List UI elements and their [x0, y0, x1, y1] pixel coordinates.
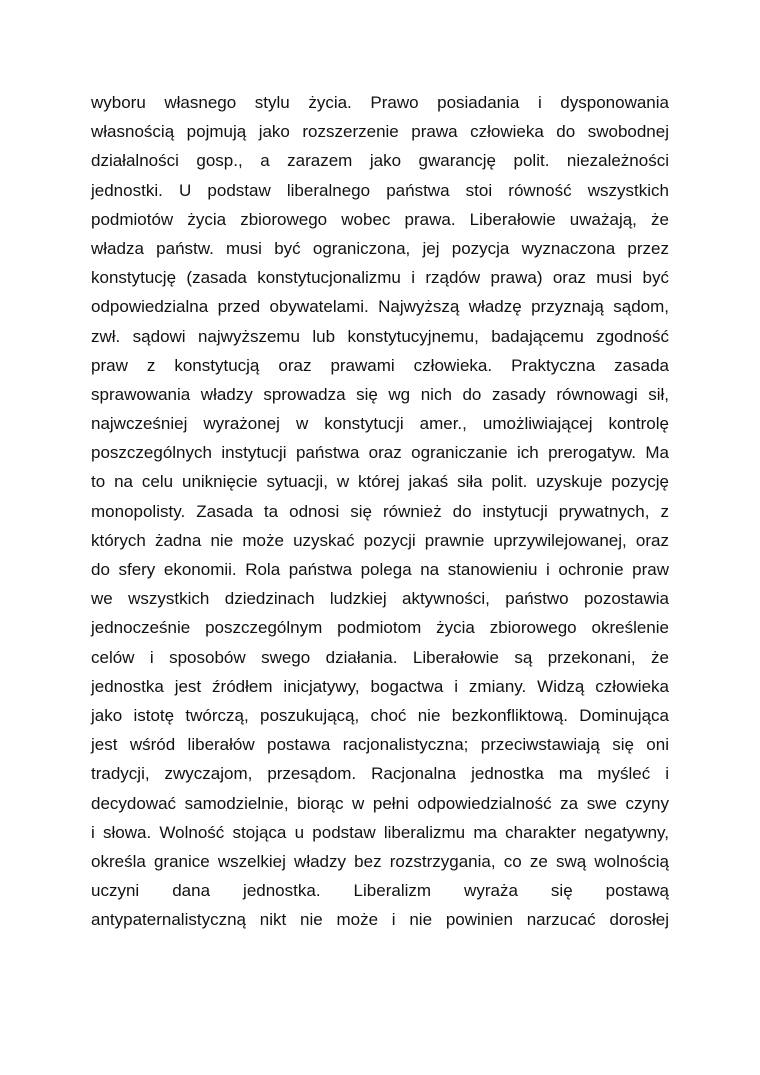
text-line: decydować samodzielnie, biorąc w pełni odpowiedzialność za swe czyny — [91, 793, 669, 813]
text-line: jednocześnie poszczególnym podmiotom życia zbiorowego określenie — [91, 618, 669, 638]
text-line: tradycji, zwyczajom, przesądom. Racjonalna jednostka ma myśleć i — [91, 764, 669, 784]
text-line: jednostki. U podstaw liberalnego państwa stoi równość wszystkich — [91, 180, 669, 200]
text-line: odpowiedzialna przed obywatelami. Najwyższą władzę przyznają sądom, — [91, 297, 669, 317]
text-line: sprawowania władzy sprowadza się wg nich do zasady równowagi sił, — [91, 384, 669, 404]
text-line: do sfery ekonomii. Rola państwa polega na stanowieniu i ochronie praw — [91, 560, 669, 579]
text-line: wyboru własnego stylu życia. Prawo posiadania i dysponowania — [91, 93, 669, 112]
text-line: we wszystkich dziedzinach ludzkiej aktywności, państwo pozostawia — [91, 589, 669, 609]
text-line: określa granice wszelkiej władzy bez rozstrzygania, co ze swą wolnością — [91, 851, 669, 871]
text-line: własnością pojmują jako rozszerzenie prawa człowieka do swobodnej — [91, 122, 669, 142]
text-line: jako istotę twórczą, poszukującą, choć nie bezkonfliktową. Dominująca — [91, 705, 669, 725]
body-text — [91, 88, 669, 934]
text-line: działalności gosp., a zarazem jako gwarancję polit. niezależności — [91, 151, 669, 171]
text-line: monopolisty. Zasada ta odnosi się również do instytucji prywatnych, z — [91, 501, 669, 521]
text-line: najwcześniej wyrażonej w konstytucji amer., umożliwiającej kontrolę — [91, 414, 669, 434]
text-line: celów i sposobów swego działania. Liberałowie są przekonani, że — [91, 647, 669, 667]
text-line: zwł. sądowi najwyższemu lub konstytucyjnemu, badającemu zgodność — [91, 326, 669, 346]
text-line: uczyni dana jednostka. Liberalizm wyraża się postawą — [91, 881, 669, 901]
text-line: jest wśród liberałów postawa racjonalistyczna; przeciwstawiają się oni — [91, 735, 669, 755]
text-line: praw z konstytucją oraz prawami człowieka. Praktyczna zasada — [91, 355, 669, 375]
text-line: konstytucję (zasada konstytucjonalizmu i rządów prawa) oraz musi być — [91, 268, 669, 288]
text-line: których żadna nie może uzyskać pozycji prawnie uprzywilejowanej, oraz — [91, 530, 669, 550]
text-line: poszczególnych instytucji państwa oraz ograniczanie ich prerogatyw. Ma — [91, 443, 669, 463]
text-line: to na celu uniknięcie sytuacji, w której jakaś siła polit. uzyskuje pozycję — [91, 472, 669, 492]
text-line: władza państw. musi być ograniczona, jej pozycja wyznaczona przez — [91, 238, 669, 258]
text-line: antypaternalistyczną nikt nie może i nie powinien narzucać dorosłej — [91, 910, 669, 930]
text-line: i słowa. Wolność stojąca u podstaw liberalizmu ma charakter negatywny, — [91, 822, 669, 842]
text-line: jednostka jest źródłem inicjatywy, bogactwa i zmiany. Widzą człowieka — [91, 676, 669, 696]
text-line: podmiotów życia zbiorowego wobec prawa. Liberałowie uważają, że — [91, 209, 669, 229]
